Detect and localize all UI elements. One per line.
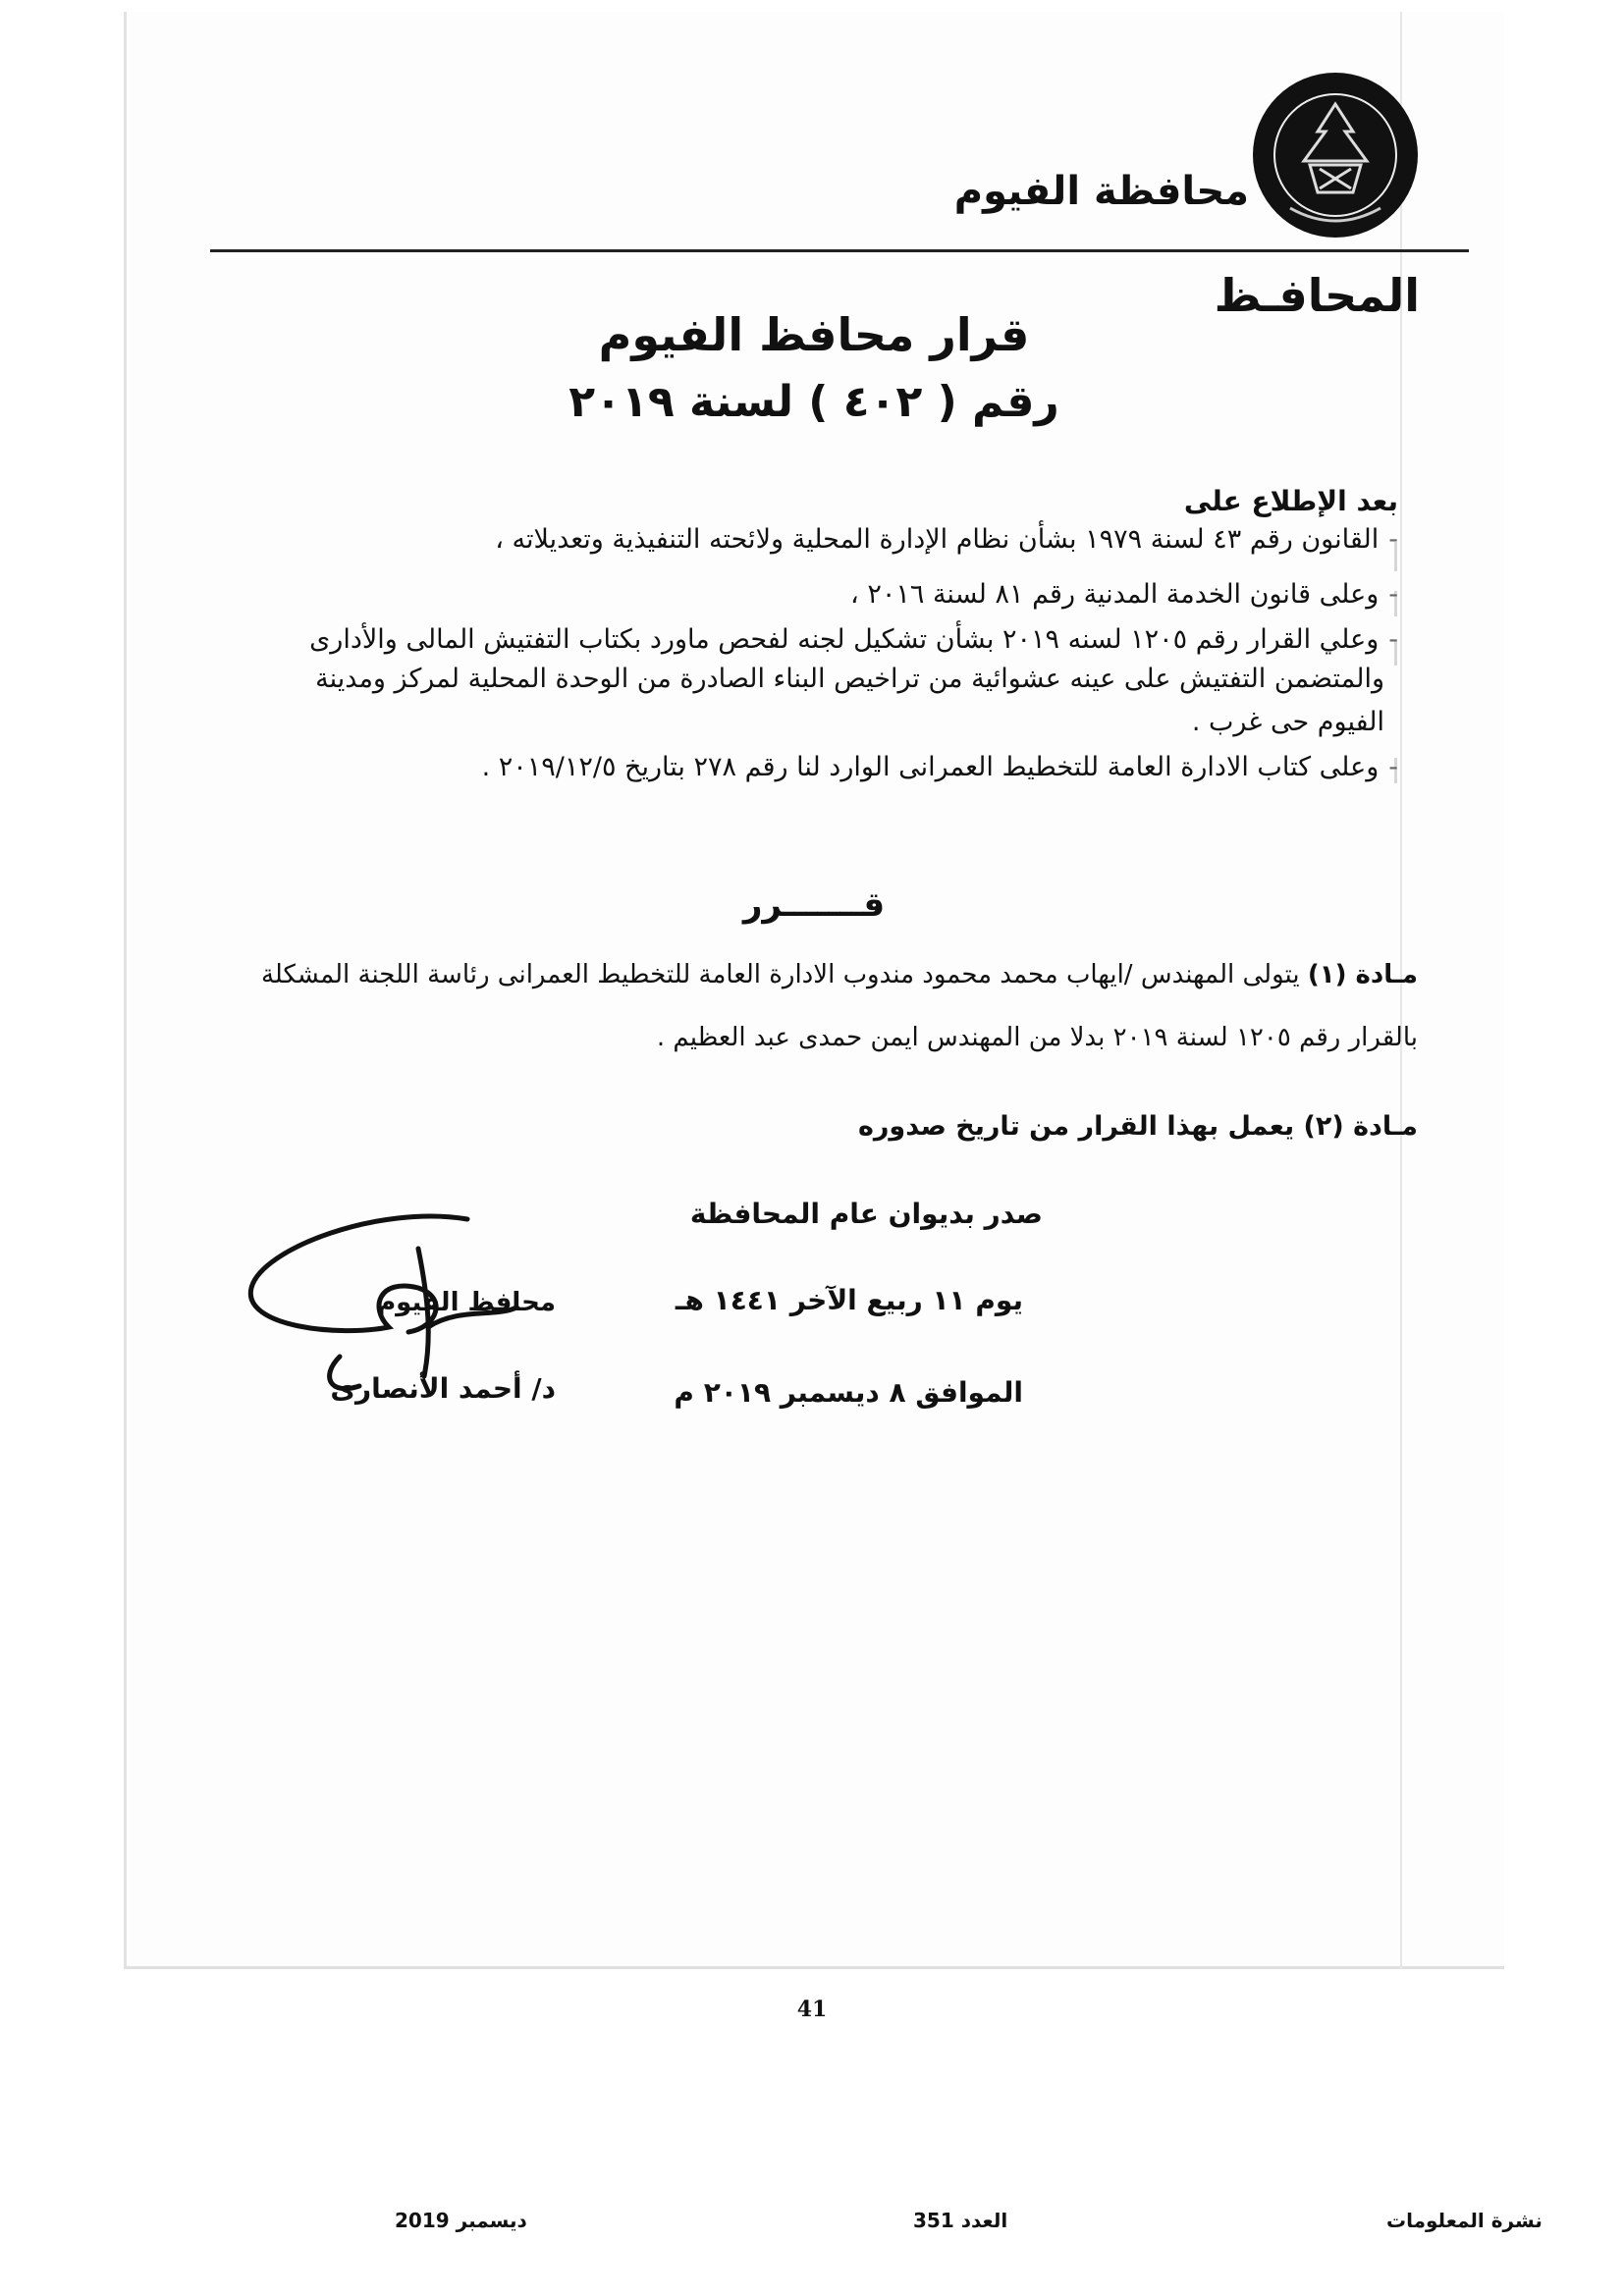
preamble-clause: [309, 620, 1398, 660]
governorate-name: محافظة الفيوم: [953, 169, 1249, 214]
clause-text-continued: الفيوم حى غرب .: [1191, 707, 1384, 737]
page-number: 41: [796, 1997, 828, 2022]
clause-text: وعلى قانون الخدمة المدنية رقم ٨١ لسنة ٢٠١٦ ،: [850, 579, 1380, 610]
clause-dash: -: [1388, 752, 1398, 782]
signatory-name: د/ أحمد الأنصارى: [330, 1372, 556, 1405]
article-text-continued: بالقرار رقم ١٢٠٥ لسنة ٢٠١٩ بدلا من المهندس ايمن حمدى عبد العظيم .: [656, 1023, 1418, 1052]
clause-dash: -: [1388, 579, 1398, 610]
scan-edge-left: [124, 12, 127, 1969]
preamble-clause: [482, 748, 1398, 787]
article-text: يتولى المهندس /ايهاب محمد محمود مندوب الادارة العامة للتخطيط العمرانى رئاسة اللجنة المشكلة: [260, 960, 1300, 989]
preamble-heading: بعد الإطلاع على: [1183, 485, 1398, 517]
hijri-date: يوم ١١ ربيع الآخر ١٤٤١ هـ: [675, 1284, 1023, 1316]
preamble-clause: [495, 520, 1398, 560]
governorate-seal: [1251, 71, 1420, 240]
clause-text-continued: والمتضمن التفتيش على عينه عشوائية من تراخيص البناء الصادرة من الوحدة المحلية لمركز ومدينة: [315, 664, 1384, 694]
article-label: مـادة (١): [1307, 960, 1418, 989]
office-title: المحافـظ: [1214, 269, 1420, 322]
signatory-title: محافظ الفيوم: [377, 1288, 556, 1317]
clause-text: وعلى كتاب الادارة العامة للتخطيط العمرانى الوارد لنا رقم ٢٧٨ بتاريخ ٢٠١٩/١٢/٥ .: [481, 752, 1380, 782]
clause-dash: -: [1388, 624, 1398, 655]
article-text: يعمل بهذا القرار من تاريخ صدوره: [857, 1111, 1295, 1142]
scan-edge-bottom: [124, 1966, 1504, 1969]
clause-text: وعلي القرار رقم ١٢٠٥ لسنه ٢٠١٩ بشأن تشكيل لجنه لفحص ماورد بكتاب التفتيش المالى والأدارى: [309, 624, 1380, 655]
clause-dash: -: [1388, 524, 1398, 555]
footer-publication: نشرة المعلومات: [1386, 2209, 1543, 2232]
decree-heading: قـــــــرر: [742, 885, 886, 925]
scanned-page: [124, 12, 1504, 1969]
decree-number: رقم ( ٤٠٢ ) لسنة ٢٠١٩: [568, 377, 1059, 427]
article-1: [261, 960, 1418, 989]
preamble-clause: [850, 575, 1398, 614]
gregorian-date: الموافق ٨ ديسمبر ٢٠١٩ م: [674, 1376, 1023, 1409]
article-2: [858, 1111, 1418, 1142]
footer-date: ديسمبر 2019: [395, 2209, 527, 2232]
clause-text: القانون رقم ٤٣ لسنة ١٩٧٩ بشأن نظام الإدارة المحلية ولائحته التنفيذية وتعديلاته ،: [495, 524, 1380, 555]
header-rule: [210, 249, 1469, 252]
decree-title: قرار محافظ الفيوم: [598, 308, 1030, 361]
issued-at: صدر بديوان عام المحافظة: [689, 1198, 1043, 1230]
footer-issue: العدد 351: [913, 2209, 1008, 2232]
article-label: مـادة (٢): [1303, 1111, 1418, 1142]
